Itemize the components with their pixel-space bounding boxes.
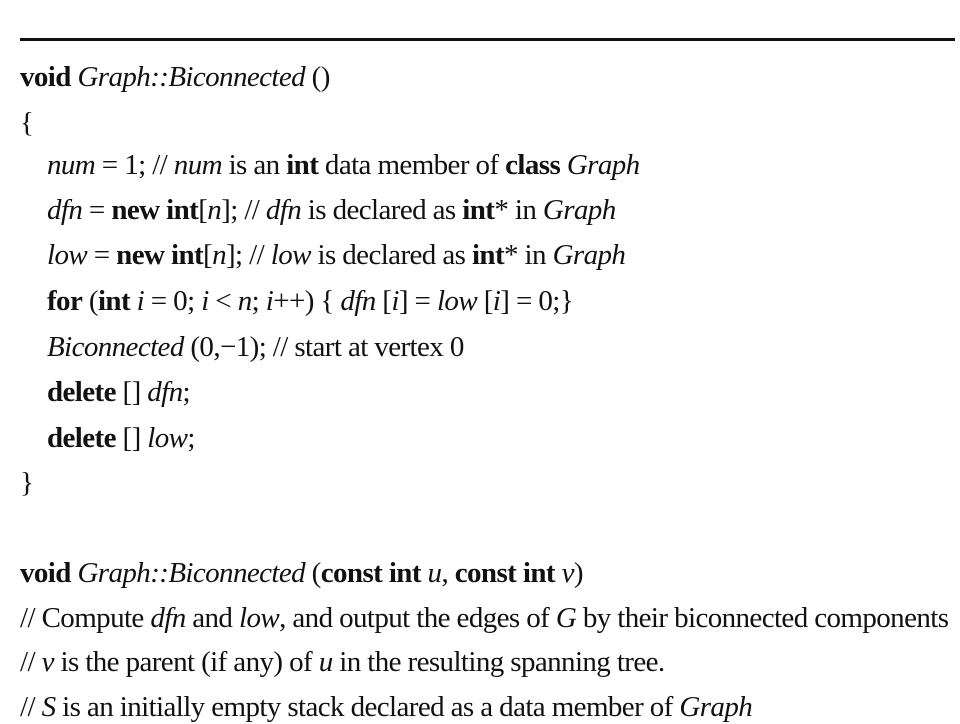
text: (	[305, 557, 321, 589]
code-line-1	[20, 60, 330, 94]
keyword-delete: delete	[47, 376, 116, 408]
space	[164, 239, 171, 271]
comment-text: in the resulting spanning tree.	[332, 646, 665, 678]
var-low-comment: low	[270, 239, 311, 271]
keyword-delete: delete	[47, 422, 116, 454]
keyword-new: new	[116, 239, 165, 271]
comment-text: is an initially empty stack declared as a data member of	[55, 691, 680, 723]
var-u: u	[318, 646, 333, 678]
text: ]; //	[226, 239, 271, 271]
code-line-3	[47, 148, 640, 182]
keyword-int: int	[471, 239, 504, 271]
class-name: Graph	[77, 557, 151, 589]
text: ;	[182, 376, 191, 408]
text: ] =	[398, 285, 437, 317]
keyword-int: int	[462, 194, 495, 226]
keyword-int: int	[170, 239, 204, 271]
text: ++) {	[273, 285, 341, 317]
code-line-5	[47, 238, 625, 272]
keyword-void: void	[20, 557, 71, 589]
open-brace: {	[20, 107, 34, 139]
code-line-12	[20, 601, 948, 635]
var-i: i	[201, 285, 209, 317]
text: <	[208, 285, 238, 317]
text: )	[573, 557, 583, 589]
code-line-8	[47, 375, 190, 409]
text: [	[477, 285, 493, 317]
space	[560, 149, 567, 181]
scope-separator: ::	[150, 557, 169, 589]
text: []	[115, 376, 148, 408]
text: ] = 0;}	[500, 285, 574, 317]
text: is an	[221, 149, 287, 181]
keyword-int: int	[166, 194, 199, 226]
text: [	[203, 239, 213, 271]
parens: ()	[305, 61, 330, 93]
code-line-14	[20, 690, 752, 724]
keyword-for: for	[47, 285, 83, 317]
var-dfn-comment: dfn	[265, 194, 302, 226]
var-i: i	[492, 285, 501, 317]
text: * in	[494, 194, 543, 226]
keyword-int: int	[286, 149, 319, 181]
keyword-int: int	[97, 285, 130, 317]
code-line-13	[20, 645, 665, 679]
text: ;	[187, 422, 195, 454]
comment-text: //	[20, 691, 42, 723]
var-low: low	[238, 602, 280, 634]
function-name: Biconnected	[168, 557, 306, 589]
var-low: low	[436, 285, 478, 317]
keyword-class: class	[505, 149, 561, 181]
text: [	[375, 285, 392, 317]
comment-text: , and output the edges of	[279, 602, 556, 634]
text: (	[82, 285, 98, 317]
var-n: n	[237, 285, 252, 317]
comment-text: // Compute	[20, 602, 151, 634]
var-dfn: dfn	[47, 194, 83, 226]
function-name: Biconnected	[168, 61, 306, 93]
comment-text: and	[185, 602, 239, 634]
text: =	[87, 239, 117, 271]
text: = 0;	[144, 285, 202, 317]
text: is declared as	[310, 239, 472, 271]
class-name: Graph	[552, 239, 626, 271]
param-u: u	[427, 557, 442, 589]
keyword-void: void	[20, 61, 71, 93]
text: is declared as	[301, 194, 463, 226]
var-low: low	[147, 422, 188, 454]
var-i: i	[391, 285, 399, 317]
code-line-10	[20, 466, 33, 500]
text: ;	[251, 285, 266, 317]
text: ,	[441, 557, 455, 589]
close-brace: }	[20, 467, 34, 499]
scope-separator: ::	[150, 61, 169, 93]
var-i: i	[265, 285, 274, 317]
code-line-4	[47, 193, 616, 227]
var-n: n	[212, 239, 226, 271]
comment-text: by their biconnected components	[576, 602, 949, 634]
var-low: low	[47, 239, 88, 271]
text: data member of	[318, 149, 506, 181]
text: * in	[504, 239, 553, 271]
var-num: num	[47, 149, 96, 181]
class-name: Graph	[566, 149, 640, 181]
var-dfn: dfn	[150, 602, 186, 634]
var-dfn: dfn	[147, 376, 183, 408]
var-num-comment: num	[173, 149, 222, 181]
text: [	[198, 194, 208, 226]
class-name: Graph	[679, 691, 753, 723]
text: = 1; //	[95, 149, 174, 181]
function-name: Biconnected	[47, 331, 184, 363]
var-dfn: dfn	[340, 285, 376, 317]
code-line-2	[20, 106, 33, 140]
text: []	[115, 422, 148, 454]
class-name: Graph	[77, 61, 151, 93]
var-v: v	[41, 646, 54, 678]
var-s: S	[41, 691, 56, 723]
param-v: v	[561, 557, 574, 589]
class-name: Graph	[542, 194, 616, 226]
code-line-6	[47, 284, 573, 318]
top-rule	[20, 38, 955, 41]
text: ]; //	[221, 194, 266, 226]
text: =	[82, 194, 112, 226]
text: (0,−1); // start at vertex 0	[183, 331, 464, 363]
keyword-const-int: const int	[454, 557, 555, 589]
code-line-11	[20, 556, 583, 590]
keyword-const-int: const int	[320, 557, 421, 589]
var-n: n	[207, 194, 222, 226]
comment-text: is the parent (if any) of	[53, 646, 319, 678]
var-g: G	[555, 602, 577, 634]
comment-text: //	[20, 646, 42, 678]
keyword-new: new	[111, 194, 160, 226]
space	[130, 285, 137, 317]
code-line-7	[47, 330, 464, 364]
var-i: i	[136, 285, 145, 317]
code-line-9	[47, 421, 195, 455]
